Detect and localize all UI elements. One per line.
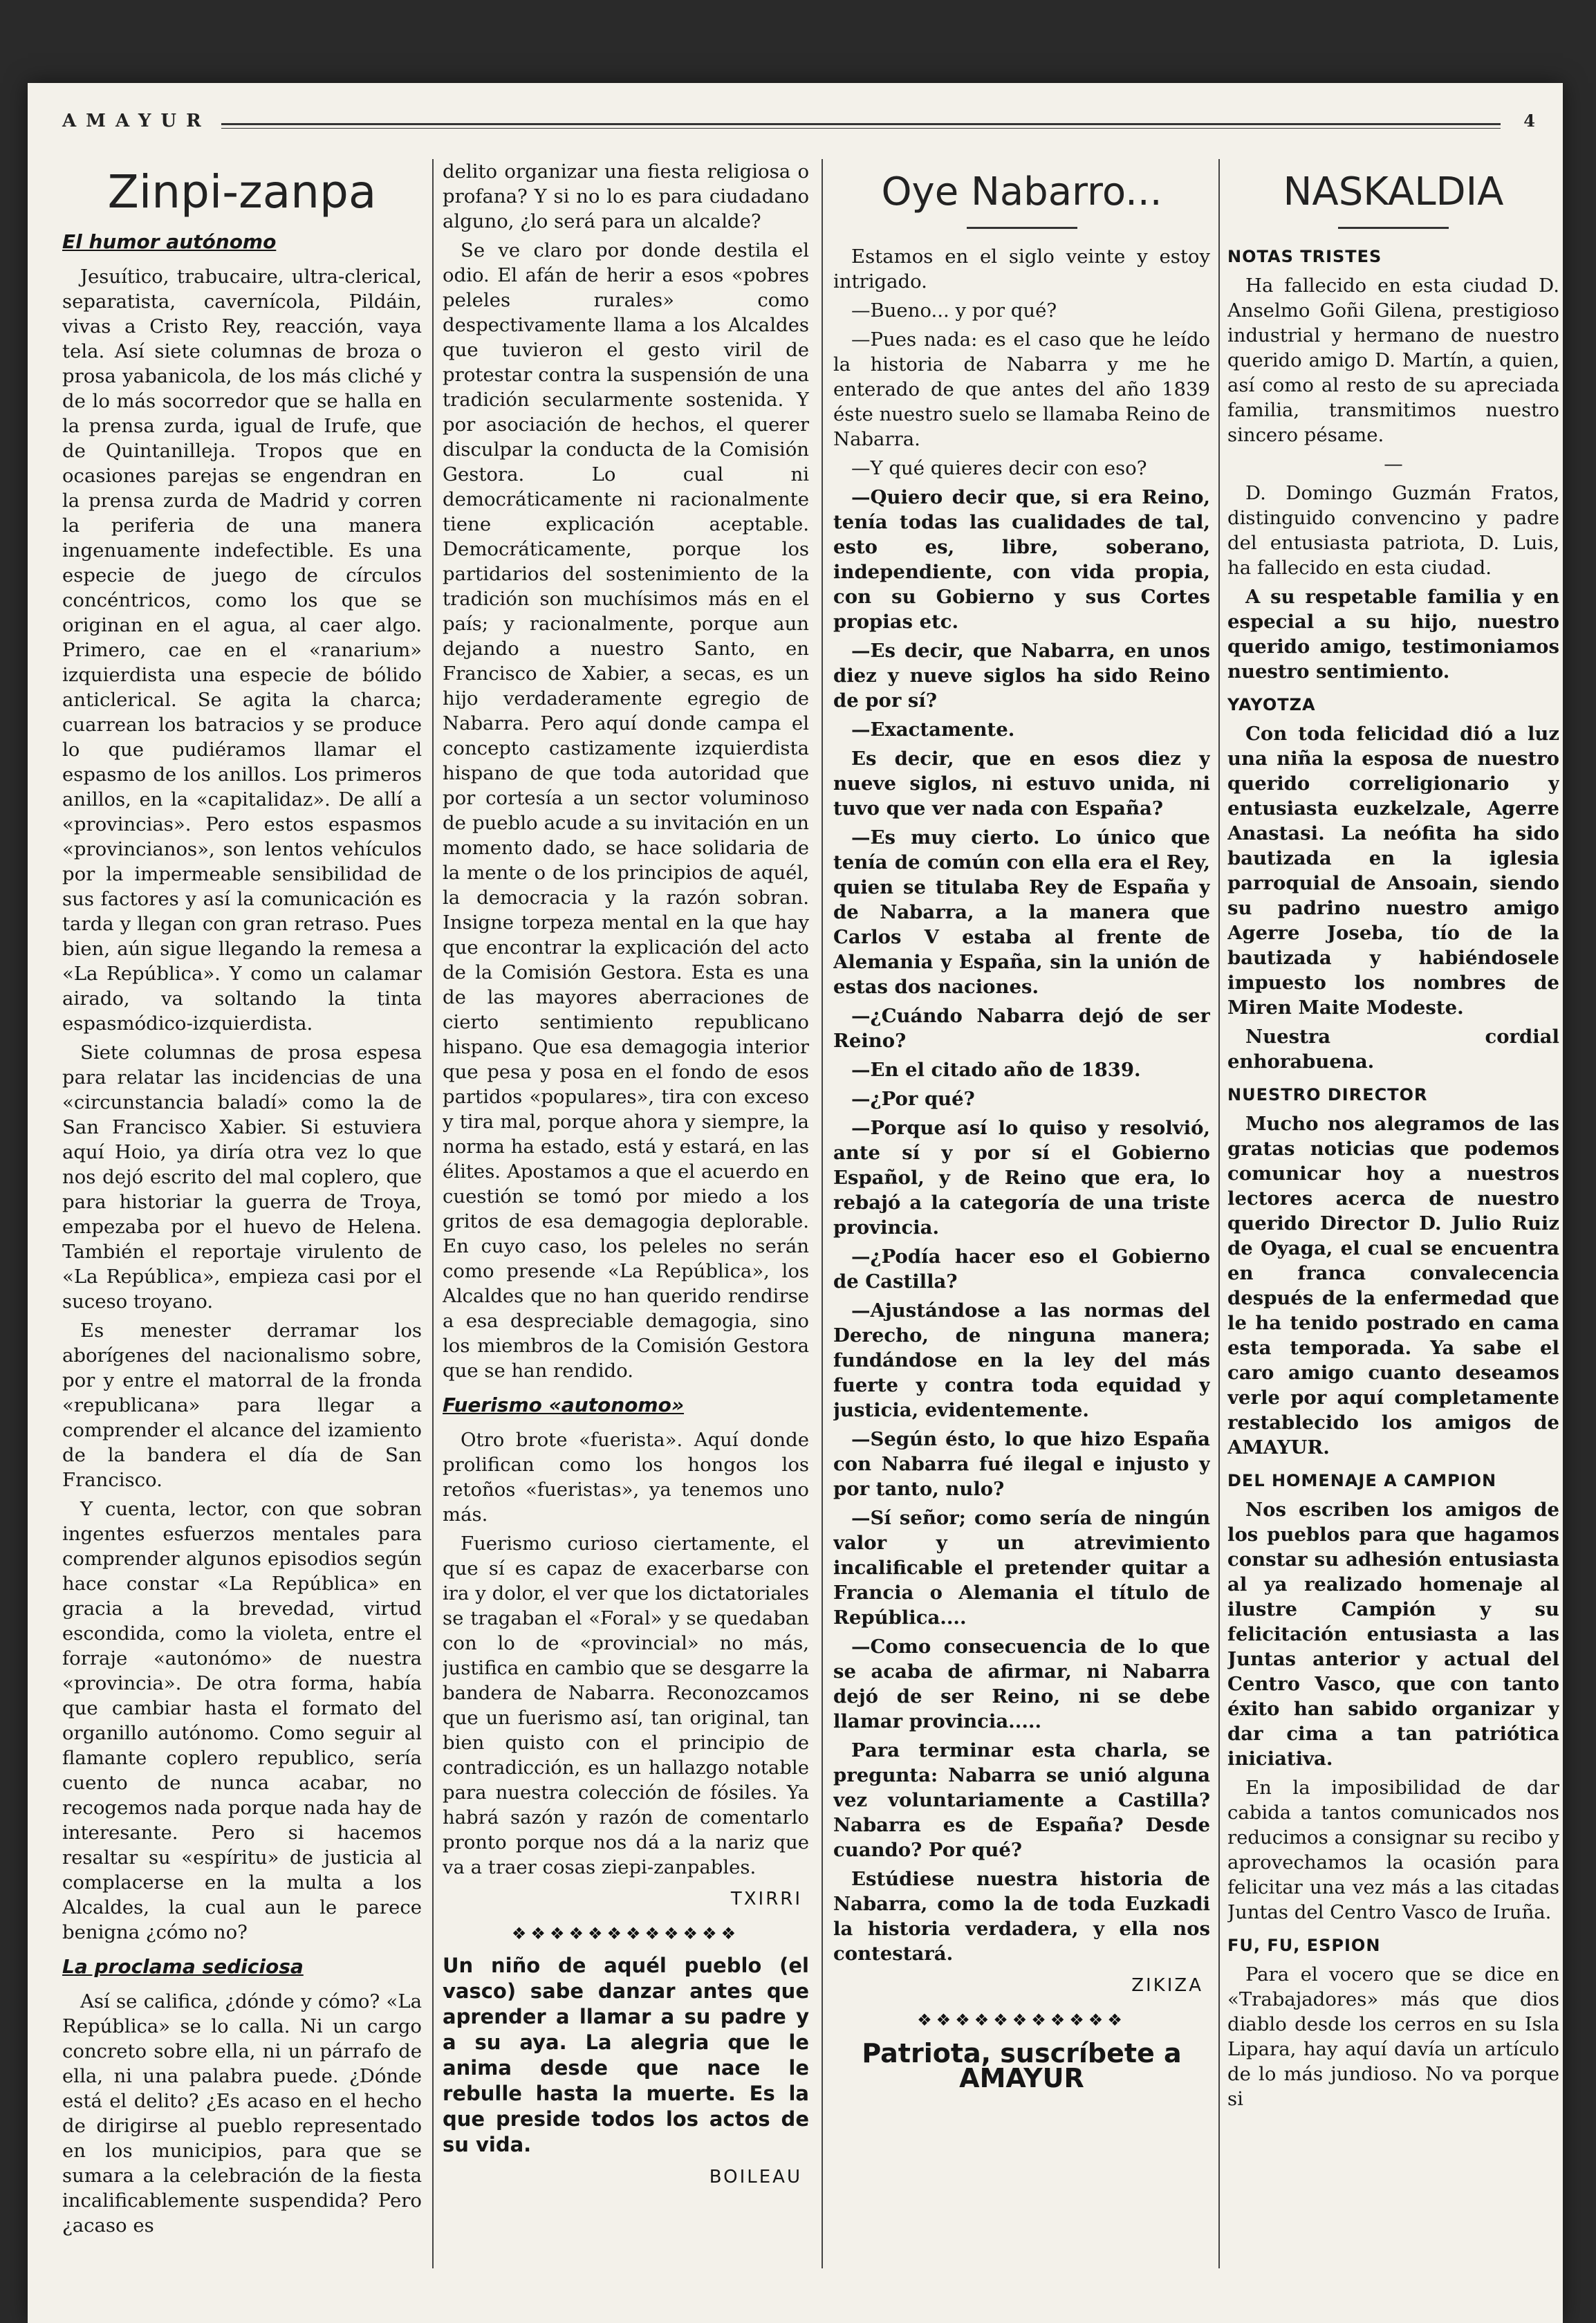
- boileau-quote: Un niño de aquél pueblo (el vasco) sabe danzar antes que aprender a llamar a su padre y a su aya. La alegria que le anima desde que nace le rebulle hasta la muerte. Es la que preside todos los actos de su vida.: [443, 1954, 809, 2156]
- signature-boileau: BOILEAU: [709, 2167, 802, 2187]
- dialogue-line: —Exactamente.: [851, 719, 1015, 741]
- subhead-yayotza: YAYOTZA: [1227, 695, 1316, 714]
- masthead: [62, 111, 1535, 138]
- dialogue-line: —Es decir, que Nabarra, en unos diez y nueve siglos ha sido Reino de por sí?: [833, 640, 1210, 712]
- column-naskaldia: [1227, 159, 1559, 2275]
- paragraph: Y cuenta, lector, con que sobran ingentes esfuerzos mentales para comprender algunos episodios según hace constar «La República» en gracia a la brevedad, virtud escondida, como la violeta, entre el forraje «autonómo» de nuestra «provincia». De otra forma, había que cambiar hasta el formato del organillo autónomo. Como seguir al flamante coplero republico, sería cuento de nunca acabar, no recogemos nada porque nada hay de interesante. Pero si hacemos resaltar su «espíritu» de justicia al complacerse en la multa a los Alcaldes, la cual aun le parece benigna ¿cómo no?: [62, 1498, 422, 1943]
- masthead-name: AMAYUR: [62, 111, 211, 131]
- dialogue-line: —¿Por qué?: [851, 1088, 975, 1110]
- column-rule: [432, 159, 434, 2268]
- subscription-ad: Patriota, suscríbete a AMAYUR: [862, 2038, 1182, 2093]
- column-continuation: [443, 159, 809, 2275]
- paragraph: Mucho nos alegramos de las gratas noticias que podemos comunicar hoy a nuestros lectores acerca de nuestro querido Director D. Julio Ruiz de Oyaga, el cual se encuentra en franca convalecencia después de la enfermedad que le ha tenido postrado en cama esta temporada. Ya sabe el caro amigo cuanto deseamos verle por aquí completamente restablecido los amigos de AMAYUR.: [1227, 1113, 1559, 1459]
- subhead-fuerismo-autonomo: Fuerismo «autonomo»: [443, 1394, 685, 1416]
- dialogue-line: —¿Podía hacer eso el Gobierno de Castilla?: [833, 1246, 1210, 1293]
- dialogue-line: —Y qué quieres decir con eso?: [851, 457, 1147, 479]
- paragraph: Se ve claro por donde destila el odio. El afán de herir a esos «pobres peleles rurales» como despectivamente llama a los Alcaldes que tuvieron el gesto viril de protestar contra la suspensión de una tradición secularmente sostenida. Y por asociación de hechos, el querer disculpar la conducta de la Comisión Gestora. Lo cual ni democráticamente ni racionalmente tiene explicación aceptable. Democráticamente, porque los partidarios del sostenimiento de la tradición son muchísimos más en el país; y racionalmente, porque aun dejando a nuestro Santo, en Francisco de Xabier, a secas, es un hijo verdaderamente egregio de Nabarra. Pero aquí donde campa el concepto castizamente izquierdista hispano de que toda autoridad que por cortesía a un sector voluminoso de pueblo acude a su invitación en un momento dado, se hace solidaria de la mente o de los principios de aquél, la democracia y la razón sobran. Insigne torpeza mental en la que hay que encontrar la explicación del acto de la Comisión Gestora. Esta es una de las mayores aberraciones de cierto sentimiento republicano hispano. Que esa demagogia interior que pesa y posa en el fondo de esos partidos «populares», tira con exceso y tira mal, porque ahora y siempre, la norma ha estado, está y estará, en las élites. Apostamos a que el acuerdo en cuestión se tomó por miedo a los gritos de esa demagogia deplorable. En cuyo caso, los peleles no serán como presende «La República», los Alcaldes que no han querido rendirse a esa despreciable demagogia, sino los miembros de la Comisión Gestora que se han rendido.: [443, 239, 809, 1382]
- subhead-humor-autonomo: El humor autónomo: [62, 230, 277, 253]
- dash-separator: —: [1384, 453, 1403, 475]
- dialogue-line: —Pues nada: es el caso que he leído la historia de Nabarra y me he enterado de que antes del año 1839 éste nuestro suelo se llamaba Reino de Nabarra.: [833, 328, 1210, 450]
- paragraph: Otro brote «fuerista». Aquí donde prolifican como los hongos los retoños «fueristas», ya tenemos uno más.: [443, 1429, 809, 1526]
- section-title-oye-nabarro: Oye Nabarro...: [881, 169, 1162, 214]
- ornament-divider: ❖❖❖❖❖❖❖❖❖❖❖❖: [511, 1924, 741, 1943]
- column-zinpi-zanpa: [62, 159, 422, 2275]
- dialogue-line: —Quiero decir que, si era Reino, tenía todas las cualidades de tal, esto es, libre, soberano, independiente, con vida propia, con su Gobierno y sus Cortes propias etc.: [833, 486, 1210, 633]
- subhead-proclama-sediciosa: La proclama sediciosa: [62, 1955, 304, 1978]
- subhead-notas-tristes: NOTAS TRISTES: [1227, 247, 1382, 266]
- dialogue-line: —Porque así lo quiso y resolvió, ante sí y por sí el Gobierno Español, y de Reino que era, lo rebajó a la categoría de una triste provincia.: [833, 1117, 1210, 1239]
- paragraph: D. Domingo Guzmán Fratos, distinguido convencino y padre del entusiasta patriota, D. Luis, ha fallecido en esta ciudad.: [1227, 482, 1559, 579]
- paragraph: Con toda felicidad dió a luz una niña la esposa de nuestro querido correligionario y entusiasta euzkelzale, Agerre Anastasi. La neófita ha sido bautizada en la iglesia parroquial de Ansoain, siendo su padrino nuestro amigo Agerre Joseba, tío de la bautizada y habiéndosele impuesto los nombres de Miren Maite Modeste.: [1227, 723, 1559, 1019]
- title-underline: [967, 227, 1077, 229]
- masthead-rule: [221, 123, 1501, 129]
- paragraph: Siete columnas de prosa espesa para relatar las incidencias de una «circunstancia baladí» como la de San Francisco Xabier. Si estuviera aquí Hoio, ya diría otra vez lo que nos dejó escrito del mal coplero, que para historiar la guerra de Troya, empezaba por el huevo de Helena. También el reportaje virulento de «La República», empieza casi por el suceso troyano.: [62, 1042, 422, 1313]
- paragraph: Fuerismo curioso ciertamente, el que sí es capaz de exacerbarse con ira y dolor, el ver que los dictatoriales se tragaban el «Foral» y se quedaban con lo de «provincial» no más, justifica en cambio que se desgarre la bandera de Nabarra. Reconozcamos que un fuerismo así, tan original, tan bien quisto con el principio de contradicción, es un hallazgo notable para nuestra colección de fósiles. Ya habrá sazón y razón de comentarlo pronto porque nos dá a la nariz que va a traer cosas ziepi-zanpables.: [443, 1533, 809, 1878]
- paragraph: Es menester derramar los aborígenes del nacionalismo sobre, por y entre el matorral de la fronda «republicana» para llegar a comprender el alcance del izamiento de la bandera el día de San Francisco.: [62, 1320, 422, 1491]
- paragraph: Así se califica, ¿dónde y cómo? «La República» se lo calla. Ni un cargo concreto sobre ella, ni un párrafo de ella, ni una palabra puede. ¿Dónde está el delito? ¿Es acaso en el hecho de dirigirse al pueblo representado en los municipios, para que se sumara a la celebración de la fiesta incalificablemente suspendida? Pero ¿acaso es: [62, 1990, 422, 2237]
- dialogue-line: Estúdiese nuestra historia de Nabarra, como la de toda Euzkadi la historia verdadera, y ella nos contestará.: [833, 1868, 1210, 1965]
- section-title-naskaldia: NASKALDIA: [1283, 169, 1504, 214]
- column-oye-nabarro: [833, 159, 1210, 2275]
- signature-zikiza: ZIKIZA: [1131, 1975, 1203, 1996]
- dialogue-line: Para terminar esta charla, se pregunta: Nabarra se unió alguna vez voluntariamente a Castilla? Nabarra es de España? Desde cuando? Por qué?: [833, 1739, 1210, 1861]
- subhead-fu-fu-espion: FU, FU, ESPION: [1227, 1936, 1381, 1955]
- paragraph: A su respetable familia y en especial a su hijo, nuestro querido amigo, testimoniamos nuestro sentimiento.: [1227, 586, 1559, 683]
- dialogue-line: Es decir, que en esos diez y nueve siglos, ni estuvo unida, ni tuvo que ver nada con España?: [833, 748, 1210, 820]
- subhead-nuestro-director: NUESTRO DIRECTOR: [1227, 1085, 1428, 1104]
- paragraph: Nos escriben los amigos de los pueblos para que hagamos constar su adhesión entusiasta al ya realizado homenaje al ilustre Campión y su felicitación entusiasta a las Juntas anterior y actual del Centro Vasco, que con tanto éxito han sabido organizar y dar cima a tan patriótica iniciativa.: [1227, 1499, 1559, 1770]
- dialogue-line: —Según ésto, lo que hizo España con Nabarra fué ilegal e injusto y por tanto, nulo?: [833, 1428, 1210, 1500]
- paragraph: En la imposibilidad de dar cabida a tantos comunicados nos reducimos a consignar su recibo y aprovechamos la ocasión para felicitar una vez más a las citadas Juntas del Centro Vasco de Iruña.: [1227, 1777, 1559, 1923]
- title-underline: [1338, 227, 1449, 229]
- dialogue-line: —¿Cuándo Nabarra dejó de ser Reino?: [833, 1005, 1210, 1052]
- paragraph: Ha fallecido en esta ciudad D. Anselmo Goñi Gilena, prestigioso industrial y hermano de nuestro querido amigo D. Martín, a quien, así como al resto de su apreciada familia, transmitimos nuestro sincero pésame.: [1227, 275, 1559, 446]
- dialogue-line: —Bueno... y por qué?: [851, 299, 1057, 322]
- dialogue-line: —Ajustándose a las normas del Derecho, de ninguna manera; fundándose en la ley del más fuerte y contra toda equidad y justicia, evidentemente.: [833, 1299, 1210, 1421]
- ornament-divider: ❖❖❖❖❖❖❖❖❖❖❖: [917, 2010, 1126, 2030]
- section-title-zinpi-zanpa: Zinpi-zanpa: [107, 165, 377, 219]
- dialogue-line: —Como consecuencia de lo que se acaba de afirmar, ni Nabarra dejó de ser Reino, ni se debe llamar provincia.....: [833, 1636, 1210, 1732]
- dialogue-line: —Sí señor; como sería de ningún valor y un atrevimiento incalificable el pretender quitar a Francia o Alemania el título de República....: [833, 1507, 1210, 1629]
- paragraph: delito organizar una fiesta religiosa o profana? Y si no lo es para ciudadano alguno, ¿lo será para un alcalde?: [443, 160, 809, 232]
- column-rule: [822, 159, 823, 2268]
- paragraph: Jesuítico, trabucaire, ultra-clerical, separatista, cavernícola, Pildáin, vivas a Cristo Rey, reacción, vaya tela. Así siete columnas de broza o prosa yabanicola, de los más cliché y de lo más socorredor que se halla en la prensa zurda, igual de Irufe, que de Quintanilleja. Tropos que en ocasiones parejas se engendran en la prensa zurda de Madrid y corren la periferia de una manera ingenuamente indefectible. Es una especie de juego de círculos concéntricos, como los que se originan en el agua, al caer algo. Primero, cae en el «ranarium» izquierdista una especie de bólido anticlerical. Se agita la charca; cuarrean los batracios y se produce lo que pudiéramos llamar el espasmo de los anillos. Los primeros anillos, en la «capitalidaz». De allí a «provincias». Pero estos espasmos «provincianos», son lentos vehículos por la impermeable sensibilidad de sus factores y así la comunicación es tarda y llegan con gran retraso. Pues bien, aún sigue llegando la remesa a «La República». Y como un calamar airado, va soltando la tinta espasmódico-izquierdista.: [62, 266, 422, 1035]
- dialogue-line: —En el citado año de 1839.: [851, 1059, 1141, 1081]
- signature-txirri: TXIRRI: [730, 1889, 802, 1909]
- newspaper-page: [28, 83, 1563, 2323]
- paragraph: Nuestra cordial enhorabuena.: [1227, 1026, 1559, 1073]
- subhead-homenaje-campion: DEL HOMENAJE A CAMPION: [1227, 1471, 1497, 1490]
- page-number: 4: [1523, 111, 1535, 131]
- paragraph: Para el vocero que se dice en «Trabajadores» más que dios diablo desde los cerros en su Isla Lipara, hay aquí davía un artículo de lo más jundioso. No va porque si: [1227, 1963, 1559, 2110]
- column-rule: [1218, 159, 1220, 2268]
- dialogue-line: Estamos en el siglo veinte y estoy intrigado.: [833, 246, 1210, 293]
- dialogue-line: —Es muy cierto. Lo único que tenía de común con ella era el Rey, quien se titulaba Rey de España y de Nabarra, a la manera que Carlos V estaba al frente de Alemania y España, sin la unión de estas dos naciones.: [833, 826, 1210, 998]
